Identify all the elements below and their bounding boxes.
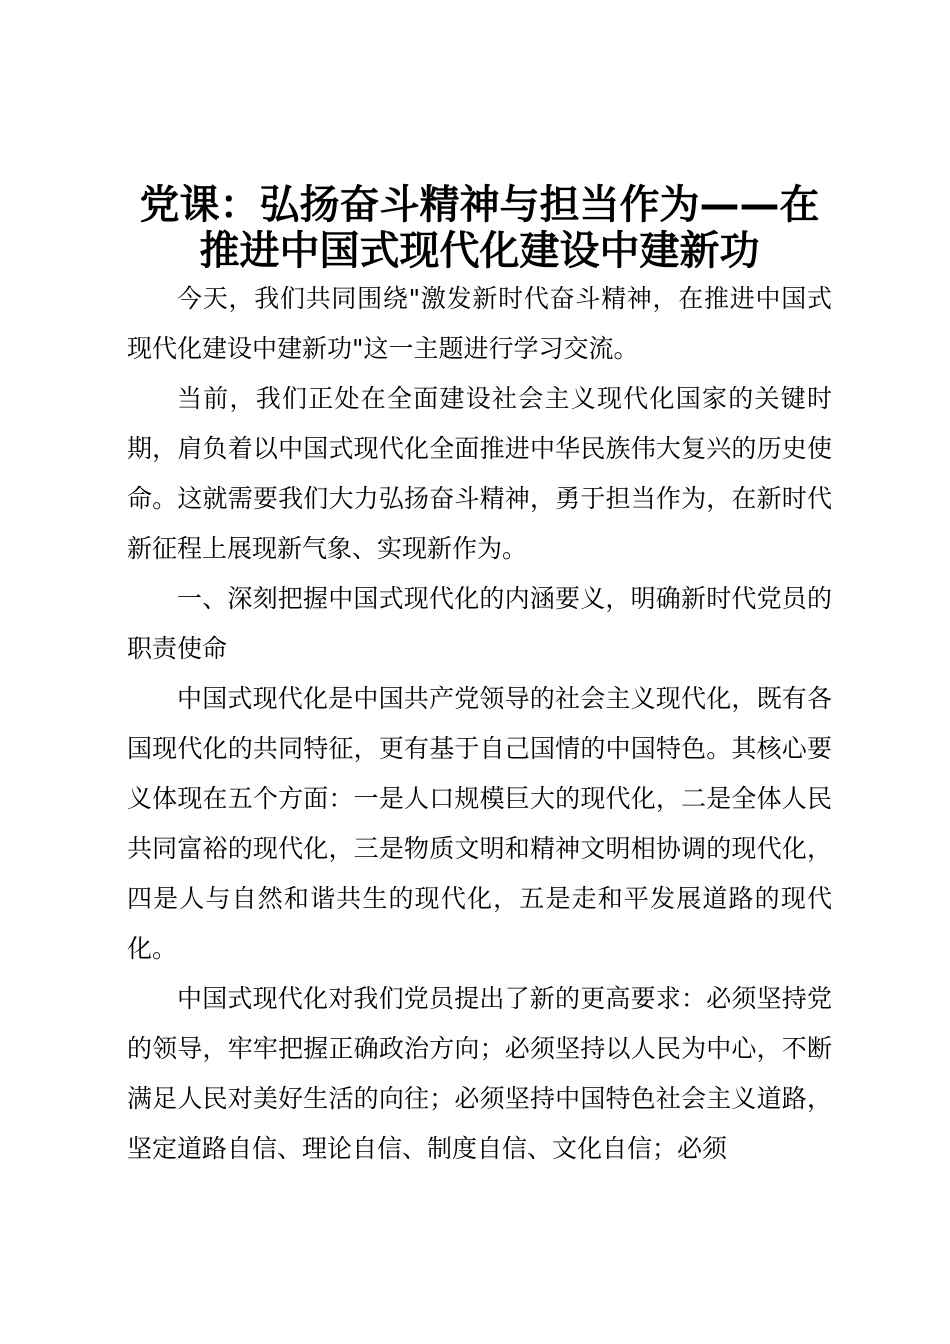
section-heading-1: 一、深刻把握中国式现代化的内涵要义，明确新时代党员的职责使命 xyxy=(127,584,832,663)
document-title xyxy=(127,182,832,274)
document-page xyxy=(127,182,832,1174)
paragraph-core-meaning: 中国式现代化是中国共产党领导的社会主义现代化，既有各国现代化的共同特征，更有基于自己国情的中国特色。其核心要义体现在五个方面：一是人口规模巨大的现代化，二是全体人民共同富裕的现代化，三是物质文明和精神文明相协调的现代化，四是人与自然和谐共生的现代化，五是走和平发展道路的现代化。 xyxy=(127,684,832,963)
paragraph-requirements: 中国式现代化对我们党员提出了新的更高要求：必须坚持党的领导，牢牢把握正确政治方向；必须坚持以人民为中心，不断满足人民对美好生活的向往；必须坚持中国特色社会主义道路，坚定道路自信、理论自信、制度自信、文化自信；必须 xyxy=(127,984,832,1163)
title-line-2: 推进中国式现代化建设中建新功 xyxy=(199,228,760,274)
title-line-1: 党课：弘扬奋斗精神与担当作为——在 xyxy=(139,182,820,228)
paragraph-intro: 今天，我们共同围绕"激发新时代奋斗精神，在推进中国式现代化建设中建新功"这一主题进行学习交流。 xyxy=(127,284,832,363)
paragraph-context: 当前，我们正处在全面建设社会主义现代化国家的关键时期，肩负着以中国式现代化全面推进中华民族伟大复兴的历史使命。这就需要我们大力弘扬奋斗精神，勇于担当作为，在新时代新征程上展现新气象、实现新作为。 xyxy=(127,384,832,563)
